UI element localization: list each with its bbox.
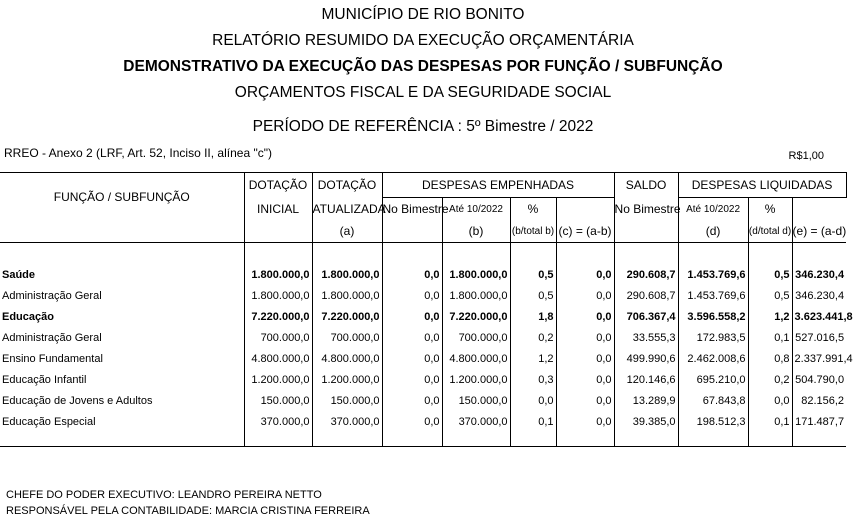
cell-dot-atual: 1.200.000,0 xyxy=(312,369,382,390)
col-header-funcao: FUNÇÃO / SUBFUNÇÃO xyxy=(0,173,244,221)
cell-saldo-c: 0,0 xyxy=(556,369,614,390)
table-row-subfunction xyxy=(0,369,846,390)
col-header-saldo-c: SALDO xyxy=(614,173,678,198)
cell-saldo-e: 504.790,0 xyxy=(792,369,846,390)
cell-liq-ate: 198.512,3 xyxy=(678,411,748,432)
cell-liq-bim: 290.608,7 xyxy=(614,264,678,285)
table-row-subfunction xyxy=(0,411,846,432)
cell-emp-pct: 1,8 xyxy=(510,306,556,327)
executive-chief: CHEFE DO PODER EXECUTIVO: LEANDRO PEREIRA NETTO xyxy=(6,489,322,501)
col-header-liq-pct: % xyxy=(748,198,792,221)
cell-emp-pct: 0,3 xyxy=(510,369,556,390)
cell-emp-ate: 1.200.000,0 xyxy=(442,369,510,390)
table-row-subfunction xyxy=(0,285,846,306)
table-row-subfunction xyxy=(0,348,846,369)
cell-saldo-e: 3.623.441,8 xyxy=(792,306,846,327)
cell-dot-atual: 4.800.000,0 xyxy=(312,348,382,369)
row-label: Ensino Fundamental xyxy=(2,352,103,365)
col-header-a: (a) xyxy=(312,220,382,243)
col-header-d: (d) xyxy=(678,220,748,243)
row-label: Administração Geral xyxy=(2,331,102,344)
cell-dot-inicial: 7.220.000,0 xyxy=(244,306,312,327)
table-header xyxy=(0,173,846,243)
cell-liq-pct: 1,2 xyxy=(748,306,792,327)
cell-dot-inicial: 1.200.000,0 xyxy=(244,369,312,390)
row-label: Administração Geral xyxy=(2,289,102,302)
cell-emp-bim: 0,0 xyxy=(382,411,442,432)
cell-liq-ate: 3.596.558,2 xyxy=(678,306,748,327)
cell-dot-inicial: 700.000,0 xyxy=(244,327,312,348)
cell-emp-pct: 0,5 xyxy=(510,285,556,306)
cell-dot-atual: 7.220.000,0 xyxy=(312,306,382,327)
currency-unit: R$1,00 xyxy=(788,150,824,162)
statement-title: DEMONSTRATIVO DA EXECUÇÃO DAS DESPESAS POR FUNÇÃO / SUBFUNÇÃO xyxy=(123,58,723,75)
cell-emp-bim: 0,0 xyxy=(382,306,442,327)
accounting-responsible: RESPONSÁVEL PELA CONTABILIDADE: MARCIA CRISTINA FERREIRA xyxy=(6,505,370,517)
cell-emp-ate: 370.000,0 xyxy=(442,411,510,432)
cell-liq-ate: 695.210,0 xyxy=(678,369,748,390)
col-header-emp-bimestre: No Bimestre xyxy=(382,198,442,221)
col-header-saldo-c-blank xyxy=(556,198,614,221)
cell-emp-bim: 0,0 xyxy=(382,369,442,390)
col-header-saldo-e-blank xyxy=(792,198,846,221)
cell-saldo-e: 346.230,4 xyxy=(792,285,846,306)
col-header-atualizada: ATUALIZADA xyxy=(312,198,382,221)
cell-emp-bim: 0,0 xyxy=(382,327,442,348)
table-row-subfunction xyxy=(0,390,846,411)
row-label: Educação Especial xyxy=(2,415,96,428)
col-header-d-total: (d/total d) xyxy=(748,220,792,243)
col-header-despesas-liquidadas: DESPESAS LIQUIDADAS xyxy=(678,173,846,198)
budget-subtitle: ORÇAMENTOS FISCAL E DA SEGURIDADE SOCIAL xyxy=(234,84,612,101)
cell-liq-pct: 0,5 xyxy=(748,264,792,285)
cell-dot-atual: 1.800.000,0 xyxy=(312,285,382,306)
col-header-emp-ate: Até 10/2022 xyxy=(442,198,510,221)
col-header-emp-bim-blank xyxy=(382,220,442,243)
cell-emp-ate: 700.000,0 xyxy=(442,327,510,348)
cell-emp-pct: 0,2 xyxy=(510,327,556,348)
cell-emp-ate: 7.220.000,0 xyxy=(442,306,510,327)
cell-liq-pct: 0,5 xyxy=(748,285,792,306)
col-header-dotacao-inicial: DOTAÇÃO xyxy=(244,173,312,198)
col-header-c-formula: (c) = (a-b) xyxy=(556,220,614,243)
cell-saldo-e: 82.156,2 xyxy=(792,390,846,411)
col-header-funcao-blank xyxy=(0,220,244,243)
col-header-e-formula: (e) = (a-d) xyxy=(792,220,846,243)
col-header-liq-ate: Até 10/2022 xyxy=(678,198,748,221)
cell-emp-ate: 1.800.000,0 xyxy=(442,264,510,285)
row-label: Saúde xyxy=(2,268,36,281)
col-header-liq-bim-blank xyxy=(614,220,678,243)
cell-saldo-e: 2.337.991,4 xyxy=(792,348,846,369)
cell-dot-inicial: 370.000,0 xyxy=(244,411,312,432)
cell-liq-bim: 499.990,6 xyxy=(614,348,678,369)
expense-table xyxy=(0,172,853,447)
reference-period: PERÍODO DE REFERÊNCIA : 5º Bimestre / 2022 xyxy=(252,118,594,135)
cell-saldo-c: 0,0 xyxy=(556,348,614,369)
table-body xyxy=(0,243,853,447)
cell-emp-pct: 0,1 xyxy=(510,411,556,432)
cell-saldo-e: 527.016,5 xyxy=(792,327,846,348)
cell-emp-ate: 1.800.000,0 xyxy=(442,285,510,306)
cell-liq-ate: 67.843,8 xyxy=(678,390,748,411)
cell-emp-bim: 0,0 xyxy=(382,348,442,369)
report-title: RELATÓRIO RESUMIDO DA EXECUÇÃO ORÇAMENTÁRIA xyxy=(212,32,634,49)
cell-liq-ate: 172.983,5 xyxy=(678,327,748,348)
cell-liq-bim: 13.289,9 xyxy=(614,390,678,411)
cell-saldo-e: 346.230,4 xyxy=(792,264,846,285)
cell-dot-inicial: 150.000,0 xyxy=(244,390,312,411)
cell-emp-bim: 0,0 xyxy=(382,264,442,285)
cell-liq-bim: 290.608,7 xyxy=(614,285,678,306)
cell-saldo-c: 0,0 xyxy=(556,285,614,306)
cell-saldo-c: 0,0 xyxy=(556,306,614,327)
col-header-liq-bimestre: No Bimestre xyxy=(614,198,678,221)
cell-liq-pct: 0,2 xyxy=(748,369,792,390)
cell-liq-ate: 2.462.008,6 xyxy=(678,348,748,369)
cell-dot-inicial: 1.800.000,0 xyxy=(244,264,312,285)
cell-dot-inicial: 1.800.000,0 xyxy=(244,285,312,306)
cell-emp-pct: 1,2 xyxy=(510,348,556,369)
col-header-dotacao-atualizada: DOTAÇÃO xyxy=(312,173,382,198)
table-row-function xyxy=(0,264,846,285)
cell-saldo-c: 0,0 xyxy=(556,327,614,348)
cell-emp-ate: 150.000,0 xyxy=(442,390,510,411)
cell-liq-pct: 0,8 xyxy=(748,348,792,369)
table-row-subfunction xyxy=(0,327,846,348)
cell-emp-ate: 4.800.000,0 xyxy=(442,348,510,369)
cell-saldo-c: 0,0 xyxy=(556,390,614,411)
cell-emp-bim: 0,0 xyxy=(382,285,442,306)
cell-liq-bim: 39.385,0 xyxy=(614,411,678,432)
cell-liq-ate: 1.453.769,6 xyxy=(678,264,748,285)
cell-liq-ate: 1.453.769,6 xyxy=(678,285,748,306)
row-label: Educação xyxy=(2,310,54,323)
cell-liq-pct: 0,1 xyxy=(748,327,792,348)
cell-dot-inicial: 4.800.000,0 xyxy=(244,348,312,369)
cell-emp-pct: 0,5 xyxy=(510,264,556,285)
cell-dot-atual: 150.000,0 xyxy=(312,390,382,411)
cell-liq-bim: 706.367,4 xyxy=(614,306,678,327)
row-label: Educação de Jovens e Adultos xyxy=(2,394,153,407)
col-header-despesas-empenhadas: DESPESAS EMPENHADAS xyxy=(382,173,614,198)
col-header-inicial: INICIAL xyxy=(244,198,312,221)
row-label: Educação Infantil xyxy=(2,373,87,386)
municipality-title: MUNICÍPIO DE RIO BONITO xyxy=(321,6,525,23)
col-header-b: (b) xyxy=(442,220,510,243)
cell-liq-pct: 0,1 xyxy=(748,411,792,432)
cell-dot-atual: 370.000,0 xyxy=(312,411,382,432)
cell-saldo-e: 171.487,7 xyxy=(792,411,846,432)
cell-liq-bim: 120.146,6 xyxy=(614,369,678,390)
col-header-emp-pct: % xyxy=(510,198,556,221)
cell-emp-pct: 0,0 xyxy=(510,390,556,411)
cell-emp-bim: 0,0 xyxy=(382,390,442,411)
col-header-inicial-blank xyxy=(244,220,312,243)
cell-liq-bim: 33.555,3 xyxy=(614,327,678,348)
cell-dot-atual: 700.000,0 xyxy=(312,327,382,348)
cell-dot-atual: 1.800.000,0 xyxy=(312,264,382,285)
cell-saldo-c: 0,0 xyxy=(556,411,614,432)
table-row-function xyxy=(0,306,846,327)
cell-saldo-c: 0,0 xyxy=(556,264,614,285)
col-header-b-total: (b/total b) xyxy=(510,220,556,243)
annex-reference: RREO - Anexo 2 (LRF, Art. 52, Inciso II, alínea "c") xyxy=(4,146,272,160)
cell-liq-pct: 0,0 xyxy=(748,390,792,411)
